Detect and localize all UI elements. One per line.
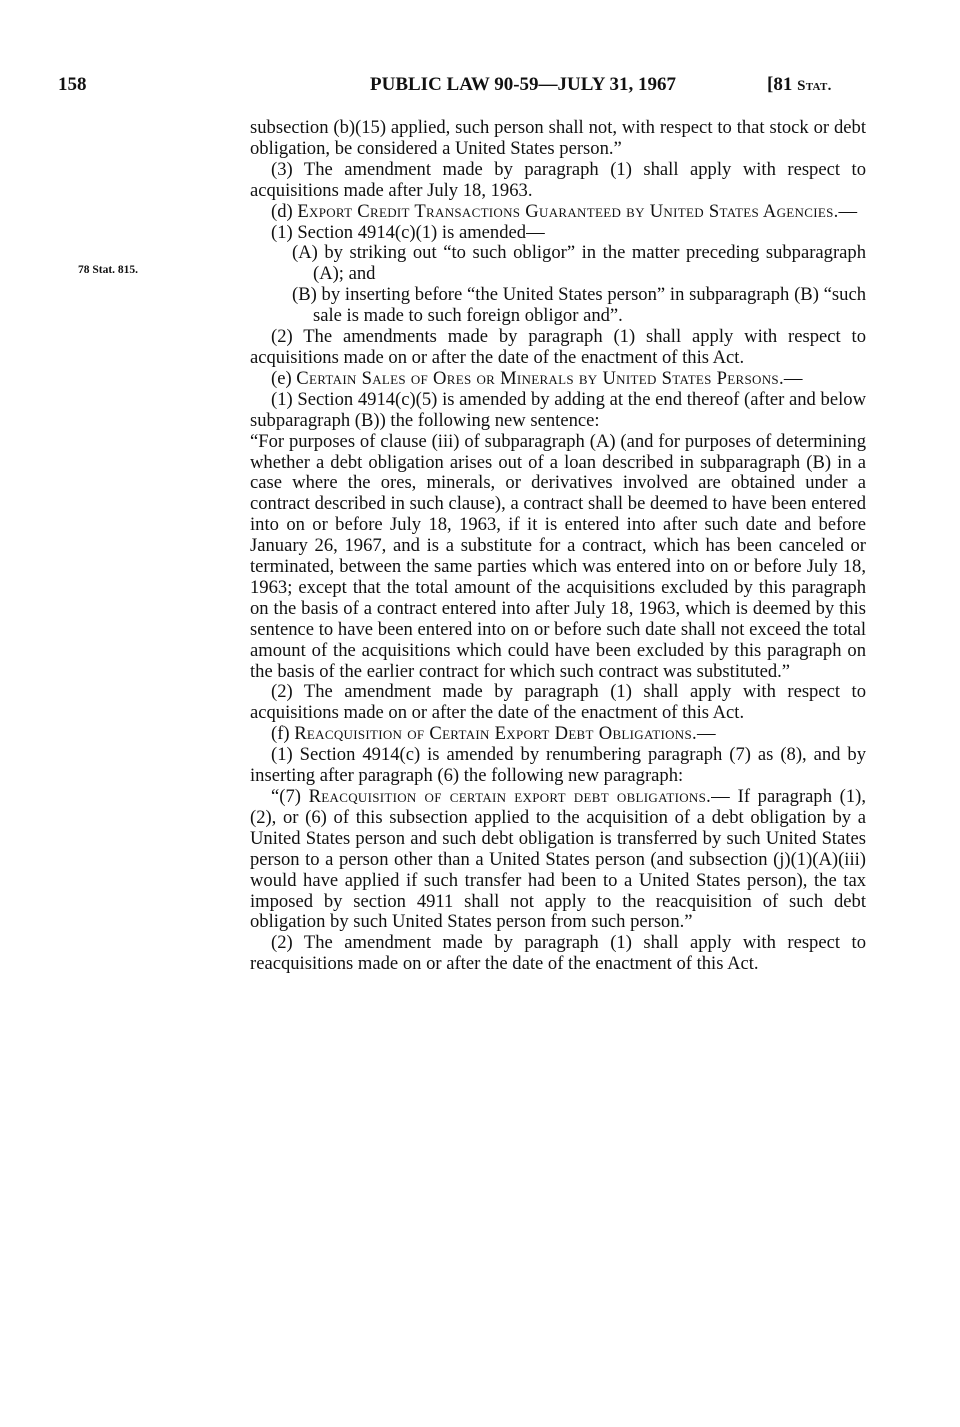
running-title: PUBLIC LAW 90-59—JULY 31, 1967: [370, 74, 676, 95]
section-f-title: Reacquisition of Certain Export Debt Obligations.—: [294, 723, 716, 745]
paragraph-d2: (2) The amendments made by paragraph (1) shall apply with respect to acquisitions made on or after the date of the enactment of this Act.: [250, 326, 866, 368]
section-e-title: Certain Sales of Ores or Minerals by United States Persons.—: [296, 367, 803, 389]
paragraph-c3: (3) The amendment made by paragraph (1) shall apply with respect to acquisitions made after July 18, 1963.: [250, 158, 866, 201]
paragraph-7-title: Reacquisition of certain export debt obligations.—: [308, 786, 730, 807]
paragraph-d1: (1) Section 4914(c)(1) is amended—: [271, 221, 545, 243]
section-d-heading: [250, 202, 866, 223]
paragraph-e2: (2) The amendment made by paragraph (1) shall apply with respect to acquisitions made on or after the date of the enactment of this Act.: [250, 681, 866, 724]
statute-reference: [767, 74, 832, 96]
quoted-paragraph-7: [250, 787, 866, 933]
statute-volume: [81: [767, 74, 798, 95]
main-text: [250, 118, 866, 975]
section-f-heading: [250, 724, 866, 745]
paragraph-f2: (2) The amendment made by paragraph (1) shall apply with respect to reacquisitions made on or after the date of the enactment of this Act.: [250, 932, 866, 975]
section-d-label: (d): [271, 200, 298, 222]
paragraph-continuation: subsection (b)(15) applied, such person shall not, with respect to that stock or debt obligation, be considered a United States person.”: [250, 117, 866, 159]
paragraph-f1: (1) Section 4914(c) is amended by renumbering paragraph (7) as (8), and by inserting after paragraph (6) the following new paragraph:: [250, 744, 866, 787]
section-e-label: (e): [271, 367, 297, 389]
section-f-label: (f): [271, 723, 295, 745]
statute-word: Stat.: [797, 78, 832, 94]
subparagraph-d1a: (A) by striking out “to such obligor” in the matter preceding subparagraph (A); and: [292, 242, 866, 285]
subparagraph-d1b: (B) by inserting before “the United States person” in subparagraph (B) “such sale is made to such foreign obligor and”.: [292, 284, 866, 327]
section-d-title: Export Credit Transactions Guaranteed by United States Agencies.—: [297, 200, 858, 222]
margin-note-78-stat-815: 78 Stat. 815.: [78, 264, 139, 276]
quoted-sentence: “For purposes of clause (iii) of subparagraph (A) (and for purposes of determining whether a debt obligation arises out of a loan described in subparagraph (B) in a case where the ores, minerals, or derivatives involved are obtained under a contract described in such clause), a contract shall be deemed to have been entered into on or before July 18, 1963, if it is entered into after such date and before January 26, 1967, and is a substitute for a contract, which has been canceled or terminated, between the same parties which was entered into on or before July 18, 1963; except that the total amount of the acquisitions excluded by this paragraph on the basis of a contract entered into after July 18, 1963, which is deemed by this sentence to have been entered into on or before such date shall not exceed the total amount of the acquisitions which could have been excluded by this paragraph on the basis of the earlier contract for which such contract was substituted.”: [250, 430, 866, 682]
section-e-heading: [250, 369, 866, 390]
paragraph-7-text: If paragraph (1), (2), or (6) of this subsection applied to the acquisition of a debt obligation by a United States person and such debt obligation is transferred by such United States person to a person other than a United States person (and subsection (j)(1)(A)(iii) would have applied if such transfer had been to a United States person), the tax imposed by section 4911 shall not apply to the reacquisition of such debt obligation by such United States person from such person.”: [250, 786, 866, 933]
paragraph-e1: (1) Section 4914(c)(5) is amended by adding at the end thereof (after and below subparagraph (B)) the following new sentence:: [250, 388, 866, 431]
page-number: 158: [58, 74, 87, 95]
paragraph-7-label: “(7): [271, 786, 309, 807]
